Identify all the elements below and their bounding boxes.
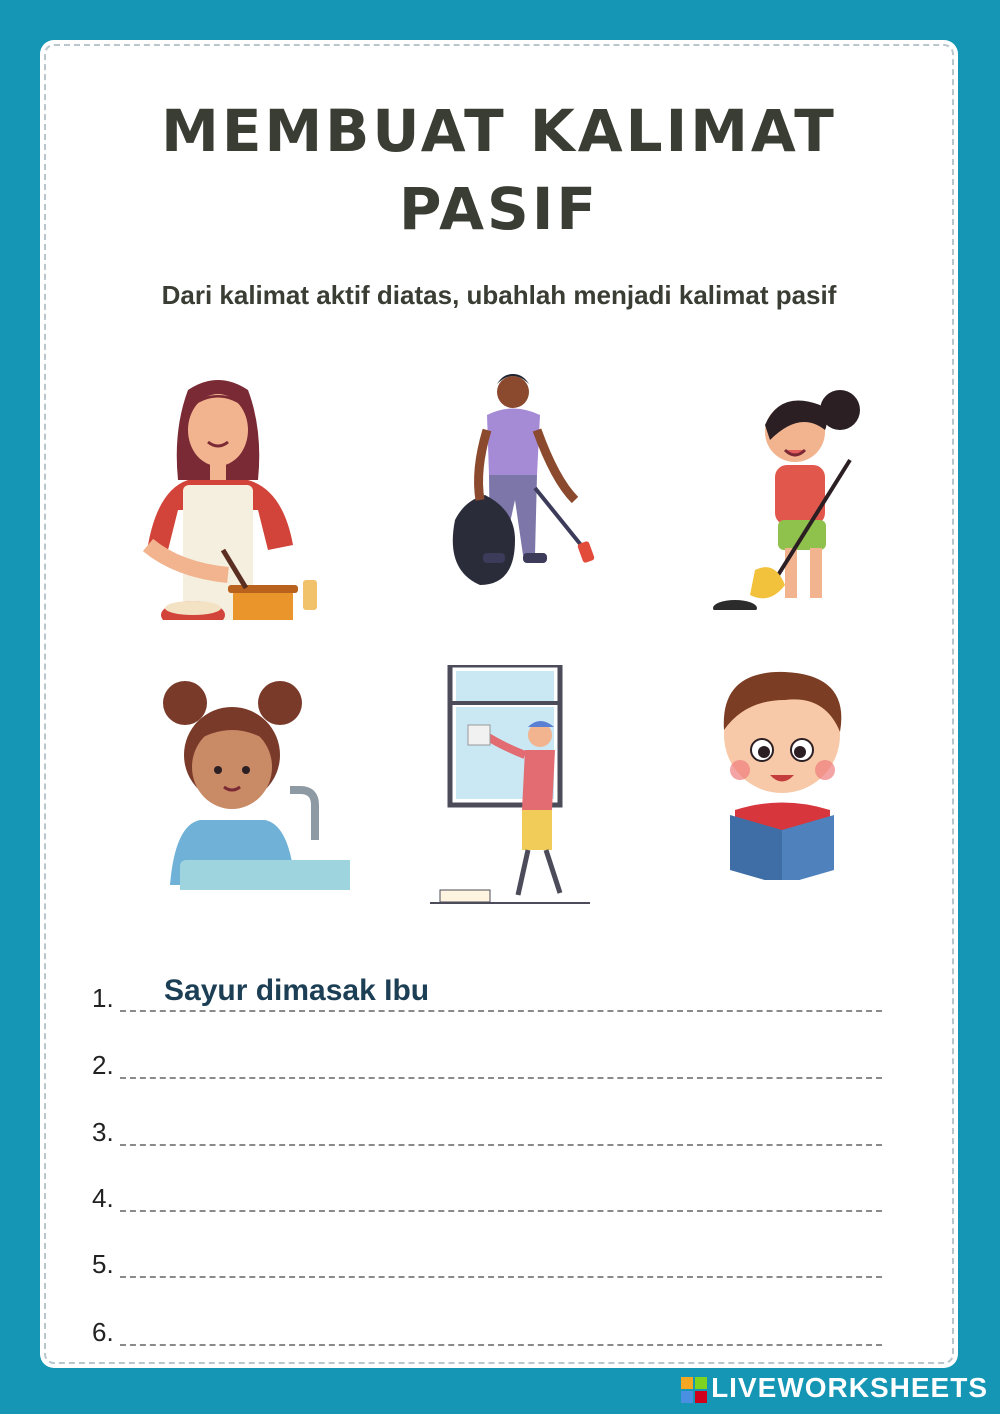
answer-number: 1. — [92, 983, 114, 1013]
answer-row-2 — [92, 1051, 882, 1081]
answer-text[interactable]: Sayur dimasak Ibu — [164, 974, 430, 1007]
answer-row-1 — [92, 974, 882, 1014]
answer-line[interactable] — [120, 1077, 882, 1079]
answer-line[interactable] — [120, 1010, 882, 1012]
liveworksheets-logo-icon — [681, 1377, 707, 1403]
answer-row-5 — [92, 1250, 882, 1280]
answer-number: 6. — [92, 1317, 114, 1347]
instruction-text: Dari kalimat aktif diatas, ubahlah menjadi kalimat pasif — [161, 280, 837, 310]
brand-text: LIVEWORKSHEETS — [711, 1372, 988, 1403]
answer-row-6 — [92, 1318, 882, 1348]
answer-line[interactable] — [120, 1210, 882, 1212]
answer-row-3 — [92, 1118, 882, 1148]
page-title — [40, 92, 958, 248]
liveworksheets-brand — [681, 1372, 988, 1404]
title-line-2: PASIF — [398, 175, 600, 243]
title-line-1: MEMBUAT KALIMAT — [161, 97, 837, 165]
answer-line[interactable] — [120, 1144, 882, 1146]
girl-sweeping-icon — [700, 370, 880, 610]
man-collecting-trash-icon — [425, 370, 605, 600]
woman-cleaning-window-icon — [430, 665, 590, 905]
girl-washing-hands-icon — [150, 675, 350, 890]
answer-line[interactable] — [120, 1344, 882, 1346]
boy-reading-book-icon — [710, 660, 860, 880]
answer-number: 3. — [92, 1117, 114, 1147]
answer-number: 4. — [92, 1183, 114, 1213]
woman-cooking-icon — [118, 370, 328, 620]
answer-number: 5. — [92, 1249, 114, 1279]
answer-row-4 — [92, 1184, 882, 1214]
worksheet-page — [40, 40, 958, 1368]
answer-line[interactable] — [120, 1276, 882, 1278]
answer-number: 2. — [92, 1050, 114, 1080]
